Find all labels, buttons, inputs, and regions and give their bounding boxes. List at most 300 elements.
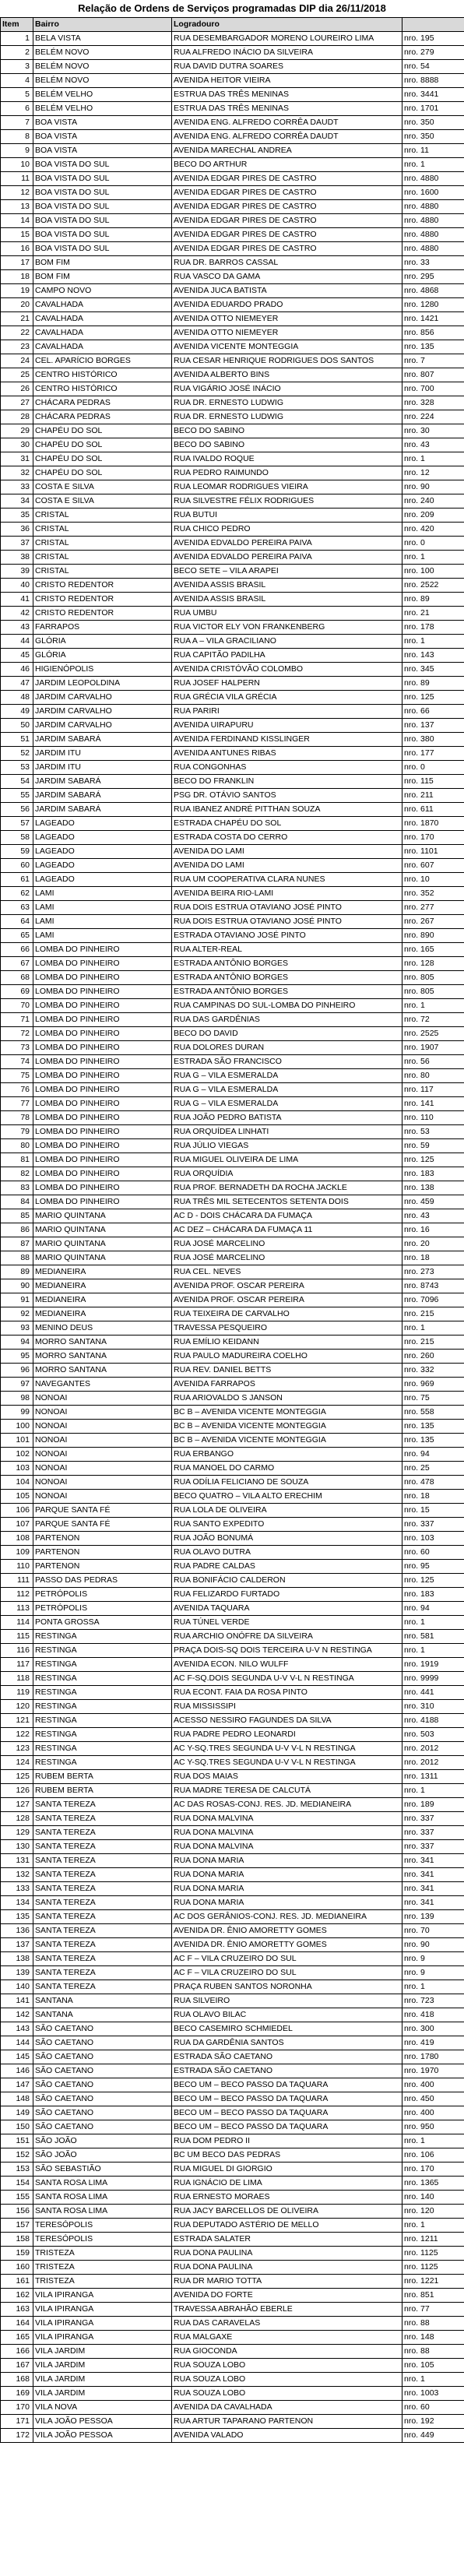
table-row <box>1 1321 464 1336</box>
cell-bairro: CAVALHADA <box>33 312 172 326</box>
table-row <box>1 1756 464 1770</box>
cell-bairro: JARDIM SABARÁ <box>33 775 172 789</box>
cell-numero: nro. 0 <box>402 761 464 775</box>
cell-numero: nro. 851 <box>402 2289 464 2303</box>
cell-numero: nro. 4880 <box>402 172 464 186</box>
cell-bairro: COSTA E SILVA <box>33 480 172 494</box>
table-row <box>1 1840 464 1854</box>
cell-bairro: SANTA TEREZA <box>33 1980 172 1994</box>
cell-item: 28 <box>1 410 33 424</box>
cell-numero: nro. 3441 <box>402 88 464 102</box>
document-title: Relação de Ordens de Serviços programadas DIP dia 26/11/2018 <box>78 2 386 14</box>
table-row <box>1 1868 464 1882</box>
cell-item: 108 <box>1 1532 33 1546</box>
cell-logradouro: BECO QUATRO – VILA ALTO ERECHIM <box>172 1490 402 1504</box>
cell-logradouro: RUA ECONT. FAIA DA ROSA PINTO <box>172 1686 402 1700</box>
cell-bairro: LOMBA DO PINHEIRO <box>33 999 172 1013</box>
cell-numero: nro. 125 <box>402 1574 464 1588</box>
cell-logradouro: RUA CONGONHAS <box>172 761 402 775</box>
cell-item: 51 <box>1 733 33 747</box>
cell-item: 35 <box>1 509 33 523</box>
cell-logradouro: AVENIDA HEITOR VIEIRA <box>172 74 402 88</box>
cell-logradouro: AVENIDA MARECHAL ANDREA <box>172 144 402 158</box>
cell-logradouro: AC Y-SQ.TRES SEGUNDA U-V V-L N RESTINGA <box>172 1756 402 1770</box>
table-row <box>1 1826 464 1840</box>
cell-bairro: CRISTAL <box>33 565 172 579</box>
cell-logradouro: RUA ORQUÍDEA LINHATI <box>172 1125 402 1139</box>
cell-numero: nro. 449 <box>402 2429 464 2443</box>
cell-bairro: VILA JOÃO PESSOA <box>33 2415 172 2429</box>
table-row <box>1 284 464 298</box>
cell-item: 87 <box>1 1237 33 1251</box>
table-row <box>1 1350 464 1364</box>
cell-numero: nro. 611 <box>402 803 464 817</box>
cell-bairro: BOA VISTA DO SUL <box>33 200 172 214</box>
cell-item: 95 <box>1 1350 33 1364</box>
cell-logradouro: RUA DOIS ESTRUA OTAVIANO JOSÉ PINTO <box>172 915 402 929</box>
cell-logradouro: RUA OLAVO BILAC <box>172 2008 402 2022</box>
cell-numero: nro. 341 <box>402 1854 464 1868</box>
cell-bairro: JARDIM SABARÁ <box>33 789 172 803</box>
cell-logradouro: AVENIDA DR. ÊNIO AMORETTY GOMES <box>172 1938 402 1952</box>
cell-bairro: SANTA TEREZA <box>33 1882 172 1896</box>
cell-logradouro: RUA G – VILA ESMERALDA <box>172 1097 402 1111</box>
table-row <box>1 382 464 396</box>
cell-item: 4 <box>1 74 33 88</box>
cell-bairro: RUBEM BERTA <box>33 1770 172 1784</box>
cell-item: 75 <box>1 1069 33 1083</box>
table-row <box>1 761 464 775</box>
cell-item: 165 <box>1 2331 33 2345</box>
cell-logradouro: BECO UM – BECO PASSO DA TAQUARA <box>172 2092 402 2106</box>
cell-bairro: LAGEADO <box>33 817 172 831</box>
cell-numero: nro. 170 <box>402 2163 464 2177</box>
cell-item: 59 <box>1 845 33 859</box>
table-row <box>1 1111 464 1125</box>
cell-logradouro: PRAÇA DOIS-SQ DOIS TERCEIRA U-V N RESTINGA <box>172 1644 402 1658</box>
cell-bairro: LOMBA DO PINHEIRO <box>33 971 172 985</box>
cell-numero: nro. 135 <box>402 1434 464 1448</box>
table-row <box>1 1083 464 1097</box>
table-row <box>1 1812 464 1826</box>
cell-bairro: VILA IPIRANGA <box>33 2289 172 2303</box>
cell-bairro: SÃO CAETANO <box>33 2078 172 2092</box>
cell-item: 54 <box>1 775 33 789</box>
cell-numero: nro. 94 <box>402 1602 464 1616</box>
cell-logradouro: RUA CHICO PEDRO <box>172 523 402 537</box>
cell-item: 151 <box>1 2134 33 2148</box>
cell-numero: nro. 1 <box>402 1616 464 1630</box>
table-row <box>1 719 464 733</box>
cell-bairro: RESTINGA <box>33 1714 172 1728</box>
cell-numero: nro. 1870 <box>402 817 464 831</box>
table-row <box>1 1504 464 1518</box>
cell-numero: nro. 1125 <box>402 2247 464 2261</box>
cell-numero: nro. 260 <box>402 1350 464 1364</box>
cell-logradouro: RUA DAS GARDÊNIAS <box>172 1013 402 1027</box>
cell-logradouro: RUA LOLA DE OLIVEIRA <box>172 1504 402 1518</box>
cell-logradouro: RUA DONA MALVINA <box>172 1812 402 1826</box>
cell-bairro: LOMBA DO PINHEIRO <box>33 1167 172 1181</box>
cell-bairro: SANTANA <box>33 2008 172 2022</box>
cell-item: 125 <box>1 1770 33 1784</box>
cell-numero: nro. 1 <box>402 551 464 565</box>
cell-numero: nro. 2012 <box>402 1742 464 1756</box>
table-row <box>1 621 464 635</box>
cell-bairro: RESTINGA <box>33 1686 172 1700</box>
cell-item: 109 <box>1 1546 33 1560</box>
table-row <box>1 1728 464 1742</box>
table-row <box>1 1279 464 1293</box>
cell-item: 142 <box>1 2008 33 2022</box>
cell-numero: nro. 1 <box>402 635 464 649</box>
cell-item: 33 <box>1 480 33 494</box>
cell-numero: nro. 4880 <box>402 242 464 256</box>
cell-logradouro: RUA JOÃO BONUMÁ <box>172 1532 402 1546</box>
cell-bairro: SÃO CAETANO <box>33 2022 172 2036</box>
table-row <box>1 424 464 438</box>
cell-item: 62 <box>1 887 33 901</box>
cell-logradouro: PRAÇA RUBEN SANTOS NORONHA <box>172 1980 402 1994</box>
table-body <box>1 32 464 2443</box>
cell-bairro: BELÉM NOVO <box>33 60 172 74</box>
cell-logradouro: RUA IBANEZ ANDRÉ PITTHAN SOUZA <box>172 803 402 817</box>
cell-logradouro: RUA IVALDO ROQUE <box>172 452 402 466</box>
cell-logradouro: RUA PEDRO RAIMUNDO <box>172 466 402 480</box>
cell-logradouro: AVENIDA BEIRA RIO-LAMI <box>172 887 402 901</box>
table-row <box>1 537 464 551</box>
cell-item: 31 <box>1 452 33 466</box>
table-row <box>1 228 464 242</box>
cell-item: 133 <box>1 1882 33 1896</box>
cell-item: 127 <box>1 1798 33 1812</box>
table-row <box>1 1462 464 1476</box>
cell-bairro: MARIO QUINTANA <box>33 1251 172 1265</box>
cell-logradouro: AVENIDA ENG. ALFREDO CORRÊA DAUDT <box>172 130 402 144</box>
table-row <box>1 312 464 326</box>
cell-logradouro: AC Y-SQ.TRES SEGUNDA U-V V-L N RESTINGA <box>172 1742 402 1756</box>
cell-numero: nro. 240 <box>402 494 464 509</box>
cell-item: 1 <box>1 32 33 46</box>
table-row <box>1 32 464 46</box>
cell-item: 21 <box>1 312 33 326</box>
cell-item: 84 <box>1 1195 33 1209</box>
cell-bairro: CHAPÉU DO SOL <box>33 438 172 452</box>
cell-bairro: SÃO CAETANO <box>33 2120 172 2134</box>
cell-bairro: PARTENON <box>33 1560 172 1574</box>
header-bairro: Bairro <box>33 18 172 32</box>
cell-logradouro: RUA JOSÉ MARCELINO <box>172 1251 402 1265</box>
cell-numero: nro. 53 <box>402 1125 464 1139</box>
cell-numero: nro. 43 <box>402 438 464 452</box>
table-row <box>1 270 464 284</box>
table-row <box>1 789 464 803</box>
cell-item: 26 <box>1 382 33 396</box>
cell-numero: nro. 478 <box>402 1476 464 1490</box>
cell-bairro: LAGEADO <box>33 859 172 873</box>
cell-bairro: CEL. APARÍCIO BORGES <box>33 354 172 368</box>
cell-item: 22 <box>1 326 33 340</box>
cell-bairro: PARQUE SANTA FÉ <box>33 1504 172 1518</box>
cell-item: 63 <box>1 901 33 915</box>
cell-numero: nro. 106 <box>402 2148 464 2163</box>
table-row <box>1 1041 464 1055</box>
cell-logradouro: AC D - DOIS CHÁCARA DA FUMAÇA <box>172 1209 402 1223</box>
table-row <box>1 551 464 565</box>
cell-numero: nro. 1365 <box>402 2177 464 2191</box>
cell-item: 39 <box>1 565 33 579</box>
cell-bairro: CAMPO NOVO <box>33 284 172 298</box>
table-row <box>1 74 464 88</box>
table-row <box>1 2134 464 2148</box>
cell-bairro: BOA VISTA <box>33 130 172 144</box>
cell-logradouro: BECO DO SABINO <box>172 438 402 452</box>
cell-bairro: LOMBA DO PINHEIRO <box>33 957 172 971</box>
cell-bairro: LAGEADO <box>33 831 172 845</box>
cell-bairro: PETRÓPOLIS <box>33 1588 172 1602</box>
cell-item: 17 <box>1 256 33 270</box>
cell-item: 70 <box>1 999 33 1013</box>
cell-item: 69 <box>1 985 33 999</box>
cell-numero: nro. 177 <box>402 747 464 761</box>
table-row <box>1 340 464 354</box>
cell-numero: nro. 345 <box>402 663 464 677</box>
cell-logradouro: RUA LEOMAR RODRIGUES VIEIRA <box>172 480 402 494</box>
table-row <box>1 1364 464 1378</box>
cell-logradouro: AVENIDA VICENTE MONTEGGIA <box>172 340 402 354</box>
table-row <box>1 1966 464 1980</box>
cell-item: 82 <box>1 1167 33 1181</box>
cell-logradouro: BECO SETE – VILA ARAPEI <box>172 565 402 579</box>
cell-logradouro: AVENIDA PROF. OSCAR PEREIRA <box>172 1293 402 1307</box>
table-row <box>1 1055 464 1069</box>
cell-numero: nro. 1211 <box>402 2233 464 2247</box>
cell-item: 15 <box>1 228 33 242</box>
cell-item: 40 <box>1 579 33 593</box>
table-row <box>1 943 464 957</box>
cell-bairro: BOA VISTA <box>33 116 172 130</box>
table-row <box>1 2078 464 2092</box>
cell-logradouro: RUA UMBU <box>172 607 402 621</box>
cell-item: 64 <box>1 915 33 929</box>
cell-numero: nro. 1907 <box>402 1041 464 1055</box>
cell-logradouro: AC DAS ROSAS-CONJ. RES. JD. MEDIANEIRA <box>172 1798 402 1812</box>
cell-logradouro: ACESSO NESSIRO FAGUNDES DA SILVA <box>172 1714 402 1728</box>
cell-bairro: SANTANA <box>33 1994 172 2008</box>
cell-logradouro: ESTRADA ANTÔNIO BORGES <box>172 957 402 971</box>
table-row <box>1 2429 464 2443</box>
cell-item: 103 <box>1 1462 33 1476</box>
table-row <box>1 2415 464 2429</box>
table-row <box>1 1378 464 1392</box>
cell-bairro: LOMBA DO PINHEIRO <box>33 1041 172 1055</box>
cell-bairro: MEDIANEIRA <box>33 1293 172 1307</box>
cell-numero: nro. 135 <box>402 1420 464 1434</box>
cell-bairro: NONOAI <box>33 1420 172 1434</box>
cell-bairro: CAVALHADA <box>33 326 172 340</box>
table-row <box>1 1336 464 1350</box>
table-row <box>1 733 464 747</box>
cell-bairro: GLÓRIA <box>33 635 172 649</box>
cell-item: 78 <box>1 1111 33 1125</box>
cell-numero: nro. 12 <box>402 466 464 480</box>
table-row <box>1 1658 464 1672</box>
cell-item: 106 <box>1 1504 33 1518</box>
table-row <box>1 1770 464 1784</box>
cell-numero: nro. 110 <box>402 1111 464 1125</box>
table-row <box>1 1560 464 1574</box>
cell-numero: nro. 88 <box>402 2345 464 2359</box>
cell-item: 47 <box>1 677 33 691</box>
cell-numero: nro. 60 <box>402 2401 464 2415</box>
cell-logradouro: RUA DAS CARAVELAS <box>172 2317 402 2331</box>
cell-logradouro: ESTRADA ANTÔNIO BORGES <box>172 971 402 985</box>
cell-item: 74 <box>1 1055 33 1069</box>
table-row <box>1 158 464 172</box>
cell-item: 143 <box>1 2022 33 2036</box>
cell-bairro: LOMBA DO PINHEIRO <box>33 1125 172 1139</box>
cell-item: 65 <box>1 929 33 943</box>
cell-numero: nro. 1 <box>402 2219 464 2233</box>
table-row <box>1 1896 464 1910</box>
cell-bairro: PONTA GROSSA <box>33 1616 172 1630</box>
cell-bairro: LOMBA DO PINHEIRO <box>33 1055 172 1069</box>
cell-logradouro: RUA GRÉCIA VILA GRÉCIA <box>172 691 402 705</box>
table-row <box>1 2092 464 2106</box>
cell-item: 46 <box>1 663 33 677</box>
cell-numero: nro. 4880 <box>402 214 464 228</box>
cell-item: 13 <box>1 200 33 214</box>
cell-item: 134 <box>1 1896 33 1910</box>
table-row <box>1 1265 464 1279</box>
cell-item: 104 <box>1 1476 33 1490</box>
cell-logradouro: RUA SANTO EXPEDITO <box>172 1518 402 1532</box>
cell-bairro: VILA JARDIM <box>33 2387 172 2401</box>
cell-logradouro: RUA MALGAXE <box>172 2331 402 2345</box>
cell-item: 73 <box>1 1041 33 1055</box>
cell-numero: nro. 1 <box>402 1321 464 1336</box>
cell-bairro: VILA NOVA <box>33 2401 172 2415</box>
cell-logradouro: RUA EMÍLIO KEIDANN <box>172 1336 402 1350</box>
cell-bairro: SANTA TEREZA <box>33 1826 172 1840</box>
cell-numero: nro. 1780 <box>402 2050 464 2064</box>
cell-item: 16 <box>1 242 33 256</box>
cell-numero: nro. 4880 <box>402 200 464 214</box>
cell-logradouro: AVENIDA TAQUARA <box>172 1602 402 1616</box>
cell-item: 172 <box>1 2429 33 2443</box>
cell-numero: nro. 341 <box>402 1882 464 1896</box>
table-row <box>1 2275 464 2289</box>
cell-logradouro: RUA DAVID DUTRA SOARES <box>172 60 402 74</box>
cell-numero: nro. 441 <box>402 1686 464 1700</box>
table-row <box>1 1476 464 1490</box>
cell-bairro: CENTRO HISTÓRICO <box>33 368 172 382</box>
cell-bairro: NAVEGANTES <box>33 1378 172 1392</box>
table-row <box>1 1546 464 1560</box>
cell-numero: nro. 165 <box>402 943 464 957</box>
cell-logradouro: ESTRUA DAS TRÊS MENINAS <box>172 102 402 116</box>
cell-item: 136 <box>1 1924 33 1938</box>
table-row <box>1 2064 464 2078</box>
cell-logradouro: BECO DO DAVID <box>172 1027 402 1041</box>
cell-numero: nro. 170 <box>402 831 464 845</box>
cell-logradouro: RUA DONA MALVINA <box>172 1840 402 1854</box>
cell-numero: nro. 138 <box>402 1181 464 1195</box>
cell-item: 107 <box>1 1518 33 1532</box>
cell-logradouro: RUA ARIOVALDO S JANSON <box>172 1392 402 1406</box>
cell-bairro: LOMBA DO PINHEIRO <box>33 1111 172 1125</box>
table-row <box>1 1013 464 1027</box>
cell-item: 128 <box>1 1812 33 1826</box>
cell-logradouro: AC DOS GERÂNIOS-CONJ. RES. JD. MEDIANEIRA <box>172 1910 402 1924</box>
table-row <box>1 1125 464 1139</box>
cell-numero: nro. 60 <box>402 1546 464 1560</box>
cell-logradouro: ESTRADA SALATER <box>172 2233 402 2247</box>
cell-numero: nro. 77 <box>402 2303 464 2317</box>
cell-bairro: SÃO CAETANO <box>33 2064 172 2078</box>
cell-numero: nro. 80 <box>402 1069 464 1083</box>
table-row <box>1 1994 464 2008</box>
cell-logradouro: RUA CAPITÃO PADILHA <box>172 649 402 663</box>
cell-numero: nro. 9 <box>402 1952 464 1966</box>
cell-logradouro: AVENIDA DA CAVALHADA <box>172 2401 402 2415</box>
cell-numero: nro. 178 <box>402 621 464 635</box>
cell-bairro: RESTINGA <box>33 1672 172 1686</box>
cell-item: 61 <box>1 873 33 887</box>
cell-logradouro: ESTRADA SÃO CAETANO <box>172 2064 402 2078</box>
cell-logradouro: BECO CASEMIRO SCHMIEDEL <box>172 2022 402 2036</box>
table-row <box>1 144 464 158</box>
table-row <box>1 242 464 256</box>
cell-numero: nro. 4880 <box>402 228 464 242</box>
cell-bairro: CHAPÉU DO SOL <box>33 466 172 480</box>
cell-bairro: VILA IPIRANGA <box>33 2317 172 2331</box>
cell-logradouro: RUA DOM PEDRO II <box>172 2134 402 2148</box>
cell-bairro: BOA VISTA DO SUL <box>33 172 172 186</box>
cell-numero: nro. 18 <box>402 1490 464 1504</box>
table-row <box>1 1195 464 1209</box>
cell-bairro: LAMI <box>33 901 172 915</box>
cell-item: 155 <box>1 2191 33 2205</box>
cell-bairro: MEDIANEIRA <box>33 1307 172 1321</box>
cell-numero: nro. 890 <box>402 929 464 943</box>
cell-numero: nro. 337 <box>402 1812 464 1826</box>
cell-item: 123 <box>1 1742 33 1756</box>
cell-numero: nro. 503 <box>402 1728 464 1742</box>
table-row <box>1 971 464 985</box>
cell-bairro: JARDIM ITU <box>33 747 172 761</box>
cell-item: 45 <box>1 649 33 663</box>
table-row <box>1 116 464 130</box>
cell-numero: nro. 1221 <box>402 2275 464 2289</box>
cell-bairro: PETRÓPOLIS <box>33 1602 172 1616</box>
cell-numero: nro. 33 <box>402 256 464 270</box>
cell-item: 147 <box>1 2078 33 2092</box>
cell-numero: nro. 128 <box>402 957 464 971</box>
table-row <box>1 1406 464 1420</box>
cell-numero: nro. 805 <box>402 985 464 999</box>
cell-logradouro: RUA DONA PAULINA <box>172 2261 402 2275</box>
table-row <box>1 1574 464 1588</box>
cell-logradouro: RUA OLAVO DUTRA <box>172 1546 402 1560</box>
table-row <box>1 88 464 102</box>
cell-bairro: RESTINGA <box>33 1630 172 1644</box>
cell-item: 120 <box>1 1700 33 1714</box>
cell-logradouro: AVENIDA DO FORTE <box>172 2289 402 2303</box>
cell-item: 68 <box>1 971 33 985</box>
cell-numero: nro. 224 <box>402 410 464 424</box>
cell-numero: nro. 183 <box>402 1167 464 1181</box>
